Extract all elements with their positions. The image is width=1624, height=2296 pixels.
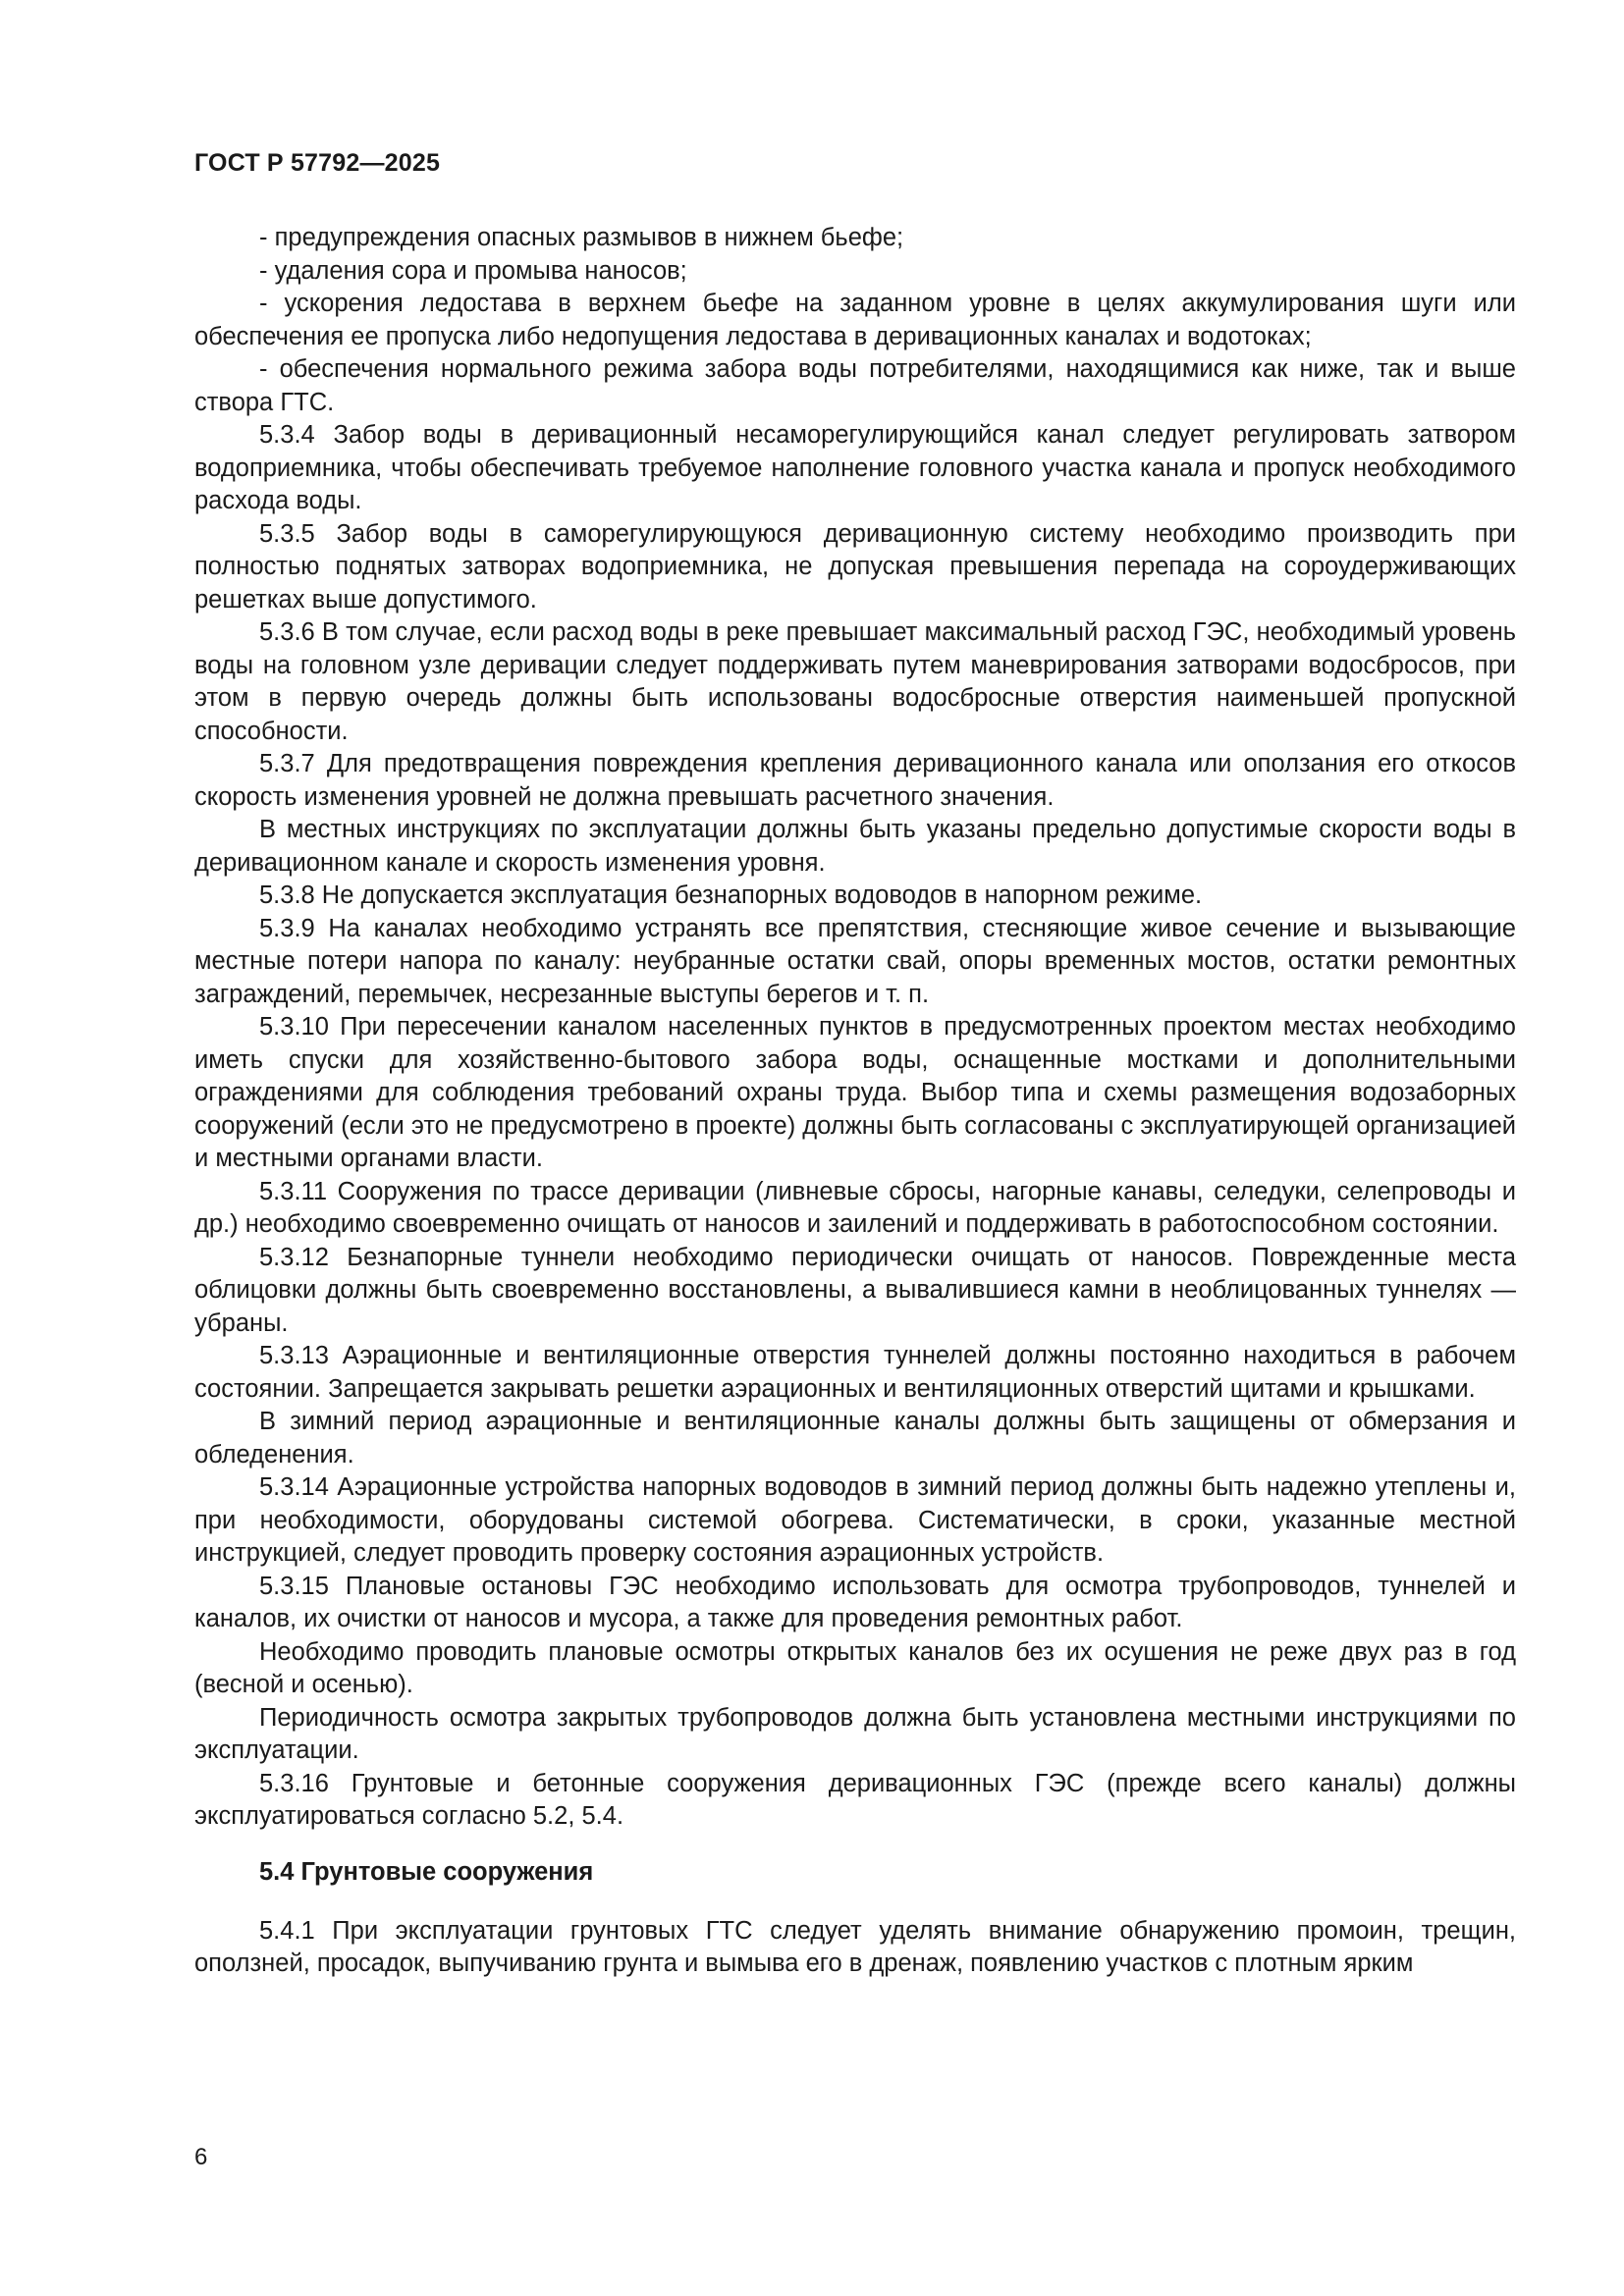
paragraph: В местных инструкциях по эксплуатации должны быть указаны предельно допустимые скорости воды в деривационном канале и скорость изменения уровня.	[194, 816, 1516, 877]
paragraph: 5.3.5 Забор воды в саморегулирующуюся деривационную систему необходимо производить при полностью поднятых затворах водоприемника, не допуская превышения перепада на сороудерживающих решетках выше допустимого.	[194, 519, 1516, 614]
paragraph: 5.3.15 Плановые остановы ГЭС необходимо использовать для осмотра трубопроводов, туннелей и каналов, их очистки от наносов и мусора, а также для проведения ремонтных работ.	[194, 1572, 1516, 1632]
paragraph: 5.3.4 Забор воды в деривационный несаморегулирующийся канал следует регулировать затвором водоприемника, чтобы обеспечивать требуемое наполнение головного участка канала и пропуск необходимого расхода воды.	[194, 421, 1516, 514]
paragraph: 5.3.16 Грунтовые и бетонные сооружения деривационных ГЭС (прежде всего каналы) должны эксплуатироваться согласно 5.2, 5.4.	[194, 1769, 1516, 1830]
paragraph: 5.3.13 Аэрационные и вентиляционные отверстия туннелей должны постоянно находиться в рабочем состоянии. Запрещается закрывать решетки аэрационных и вентиляционных отверстий щитами и крышками.	[194, 1342, 1516, 1403]
document-header: ГОСТ Р 57792—2025	[194, 149, 441, 177]
paragraph: В зимний период аэрационные и вентиляционные каналы должны быть защищены от обмерзания и обледенения.	[194, 1408, 1516, 1468]
paragraph-group-5-3	[194, 222, 1516, 1834]
section-heading: 5.4 Грунтовые сооружения	[259, 1857, 594, 1886]
paragraph-group-5-4	[194, 1915, 1516, 1981]
page-number: 6	[194, 2144, 208, 2170]
body-text	[194, 222, 1516, 1981]
paragraph: 5.3.9 На каналах необходимо устранять все препятствия, стесняющие живое сечение и вызывающие местные потери напора по каналу: неубранные остатки свай, опоры временных мостов, остатки ремонтных заграждений, перемычек, несрезанные выступы берегов и т. п.	[194, 914, 1516, 1008]
paragraph: 5.3.12 Безнапорные туннели необходимо периодически очищать от наносов. Поврежденные места облицовки должны быть своевременно восстановлены, а вывалившиеся камни в необлицованных туннелях — убраны.	[194, 1243, 1516, 1337]
paragraph: - удаления сора и промыва наносов;	[259, 256, 687, 285]
paragraph: Необходимо проводить плановые осмотры открытых каналов без их осушения не реже двух раз в год (весной и осенью).	[194, 1637, 1516, 1698]
paragraph: 5.3.6 В том случае, если расход воды в реке превышает максимальный расход ГЭС, необходимый уровень воды на головном узле деривации следует поддерживать путем маневрирования затворами водосбросов, при этом в первую очередь должны быть использованы водосбросные отверстия наименьшей пропускной способности.	[194, 618, 1516, 745]
paragraph: - предупреждения опасных размывов в нижнем бьефе;	[259, 224, 904, 251]
paragraph: 5.3.8 Не допускается эксплуатация безнапорных водоводов в напорном режиме.	[259, 881, 1203, 909]
paragraph: Периодичность осмотра закрытых трубопроводов должна быть установлена местными инструкциями по эксплуатации.	[194, 1703, 1516, 1764]
paragraph: - обеспечения нормального режима забора воды потребителями, находящимися как ниже, так и выше створа ГТС.	[194, 355, 1516, 416]
paragraph: 5.3.7 Для предотвращения повреждения крепления деривационного канала или оползания его откосов скорость изменения уровней не должна превышать расчетного значения.	[194, 750, 1516, 811]
paragraph: 5.3.14 Аэрационные устройства напорных водоводов в зимний период должны быть надежно утеплены и, при необходимости, оборудованы системой обогрева. Систематически, в сроки, указанные местной инструкцией, следует проводить проверку состояния аэрационных устройств.	[194, 1473, 1516, 1567]
paragraph: 5.3.11 Сооружения по трассе деривации (ливневые сбросы, нагорные канавы, селедуки, селепроводы и др.) необходимо своевременно очищать от наносов и заилений и поддерживать в работоспособном состоянии.	[194, 1177, 1516, 1238]
paragraph: 5.4.1 При эксплуатации грунтовых ГТС следует уделять внимание обнаружению промоин, трещин, оползней, просадок, выпучиванию грунта и вымыва его в дренаж, появлению участков с плотным ярким	[194, 1916, 1516, 1977]
paragraph: - ускорения ледостава в верхнем бьефе на заданном уровне в целях аккумулирования шуги или обеспечения ее пропуска либо недопущения ледостава в деривационных каналах и водотоках;	[194, 290, 1516, 350]
paragraph: 5.3.10 При пересечении каналом населенных пунктов в предусмотренных проектом местах необходимо иметь спуски для хозяйственно-бытового забора воды, оснащенные мостками и дополнительными ограждениями для соблюдения требований охраны труда. Выбор типа и схемы размещения водозаборных сооружений (если это не предусмотрено в проекте) должны быть согласованы с эксплуатирующей организацией и местными органами власти.	[194, 1013, 1516, 1172]
